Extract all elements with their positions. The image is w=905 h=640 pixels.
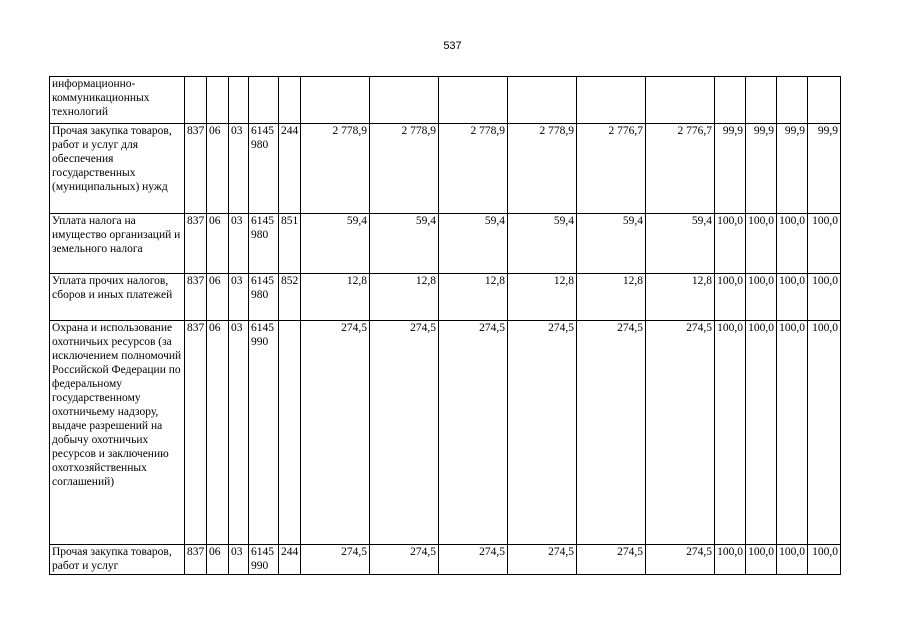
percent-cell: 100,0: [715, 274, 746, 321]
expense-type-cell: 851: [279, 214, 301, 274]
target-code-cell: 6145 980: [249, 274, 279, 321]
target-code-cell: 6145 980: [249, 214, 279, 274]
subsection-code-cell: 03: [229, 274, 249, 321]
percent-cell: 100,0: [746, 545, 777, 575]
expense-type-cell: 852: [279, 274, 301, 321]
amount-cell: 274,5: [301, 545, 370, 575]
table-row: [50, 214, 841, 274]
amount-cell: [508, 77, 577, 124]
amount-cell: 12,8: [577, 274, 646, 321]
table-row: [50, 545, 841, 575]
percent-cell: 100,0: [746, 214, 777, 274]
amount-cell: 274,5: [439, 321, 508, 545]
target-code-cell: 6145 980: [249, 124, 279, 214]
table-row: [50, 274, 841, 321]
subsection-code-cell: 03: [229, 214, 249, 274]
table-body: [50, 77, 841, 575]
amount-cell: 59,4: [439, 214, 508, 274]
section-code-cell: 06: [207, 545, 229, 575]
amount-cell: 12,8: [646, 274, 715, 321]
amount-cell: 2 776,7: [577, 124, 646, 214]
amount-cell: 274,5: [508, 545, 577, 575]
amount-cell: 274,5: [370, 321, 439, 545]
amount-cell: 2 778,9: [439, 124, 508, 214]
section-code-cell: 06: [207, 214, 229, 274]
percent-cell: 100,0: [808, 545, 841, 575]
amount-cell: 59,4: [301, 214, 370, 274]
percent-cell: [808, 77, 841, 124]
subsection-code-cell: 03: [229, 124, 249, 214]
subsection-code-cell: [229, 77, 249, 124]
percent-cell: 99,9: [777, 124, 808, 214]
percent-cell: 99,9: [715, 124, 746, 214]
percent-cell: 100,0: [715, 214, 746, 274]
table-row: [50, 77, 841, 124]
percent-cell: 100,0: [777, 274, 808, 321]
amount-cell: [301, 77, 370, 124]
item-name-cell: Прочая закупка товаров, работ и услуг: [50, 545, 185, 575]
percent-cell: [746, 77, 777, 124]
amount-cell: 2 778,9: [301, 124, 370, 214]
percent-cell: 100,0: [715, 321, 746, 545]
admin-code-cell: [185, 77, 207, 124]
amount-cell: 274,5: [577, 545, 646, 575]
amount-cell: 59,4: [577, 214, 646, 274]
section-code-cell: 06: [207, 274, 229, 321]
subsection-code-cell: 03: [229, 321, 249, 545]
section-code-cell: 06: [207, 124, 229, 214]
admin-code-cell: 837: [185, 214, 207, 274]
admin-code-cell: 837: [185, 124, 207, 214]
amount-cell: [439, 77, 508, 124]
percent-cell: 100,0: [777, 214, 808, 274]
percent-cell: [777, 77, 808, 124]
amount-cell: 12,8: [508, 274, 577, 321]
amount-cell: 274,5: [646, 545, 715, 575]
amount-cell: 2 778,9: [370, 124, 439, 214]
amount-cell: [646, 77, 715, 124]
percent-cell: 100,0: [777, 545, 808, 575]
item-name-cell: Прочая закупка товаров, работ и услуг для обеспечения государственных (муниципальных) нужд: [50, 124, 185, 214]
percent-cell: [715, 77, 746, 124]
amount-cell: 274,5: [370, 545, 439, 575]
budget-table: [49, 76, 841, 575]
amount-cell: 2 778,9: [508, 124, 577, 214]
admin-code-cell: 837: [185, 274, 207, 321]
percent-cell: 100,0: [808, 214, 841, 274]
item-name-cell: Уплата налога на имущество организаций и земельного налога: [50, 214, 185, 274]
amount-cell: 274,5: [508, 321, 577, 545]
amount-cell: [577, 77, 646, 124]
amount-cell: 274,5: [646, 321, 715, 545]
amount-cell: 274,5: [577, 321, 646, 545]
amount-cell: 59,4: [508, 214, 577, 274]
amount-cell: [370, 77, 439, 124]
amount-cell: 2 776,7: [646, 124, 715, 214]
expense-type-cell: 244: [279, 545, 301, 575]
amount-cell: 59,4: [646, 214, 715, 274]
target-code-cell: [249, 77, 279, 124]
table-row: [50, 321, 841, 545]
percent-cell: 100,0: [715, 545, 746, 575]
amount-cell: 12,8: [439, 274, 508, 321]
section-code-cell: [207, 77, 229, 124]
item-name-cell: информационно-коммуникационных технологий: [50, 77, 185, 124]
percent-cell: 100,0: [808, 274, 841, 321]
percent-cell: 100,0: [746, 274, 777, 321]
item-name-cell: Уплата прочих налогов, сборов и иных платежей: [50, 274, 185, 321]
percent-cell: 99,9: [808, 124, 841, 214]
target-code-cell: 6145 990: [249, 545, 279, 575]
percent-cell: 99,9: [746, 124, 777, 214]
expense-type-cell: [279, 77, 301, 124]
item-name-cell: Охрана и использование охотничьих ресурсов (за исключением полномочий Российской Федерации по федеральному государственному охотничьему надзору, выдаче разрешений на добычу охотничьих ресурсов и заключению охотхозяйственных соглашений): [50, 321, 185, 545]
expense-type-cell: [279, 321, 301, 545]
section-code-cell: 06: [207, 321, 229, 545]
expense-type-cell: 244: [279, 124, 301, 214]
admin-code-cell: 837: [185, 321, 207, 545]
subsection-code-cell: 03: [229, 545, 249, 575]
table-row: [50, 124, 841, 214]
amount-cell: 59,4: [370, 214, 439, 274]
percent-cell: 100,0: [746, 321, 777, 545]
percent-cell: 100,0: [808, 321, 841, 545]
page-number: 537: [443, 40, 462, 52]
amount-cell: 12,8: [370, 274, 439, 321]
admin-code-cell: 837: [185, 545, 207, 575]
target-code-cell: 6145 990: [249, 321, 279, 545]
amount-cell: 274,5: [301, 321, 370, 545]
amount-cell: 12,8: [301, 274, 370, 321]
amount-cell: 274,5: [439, 545, 508, 575]
percent-cell: 100,0: [777, 321, 808, 545]
